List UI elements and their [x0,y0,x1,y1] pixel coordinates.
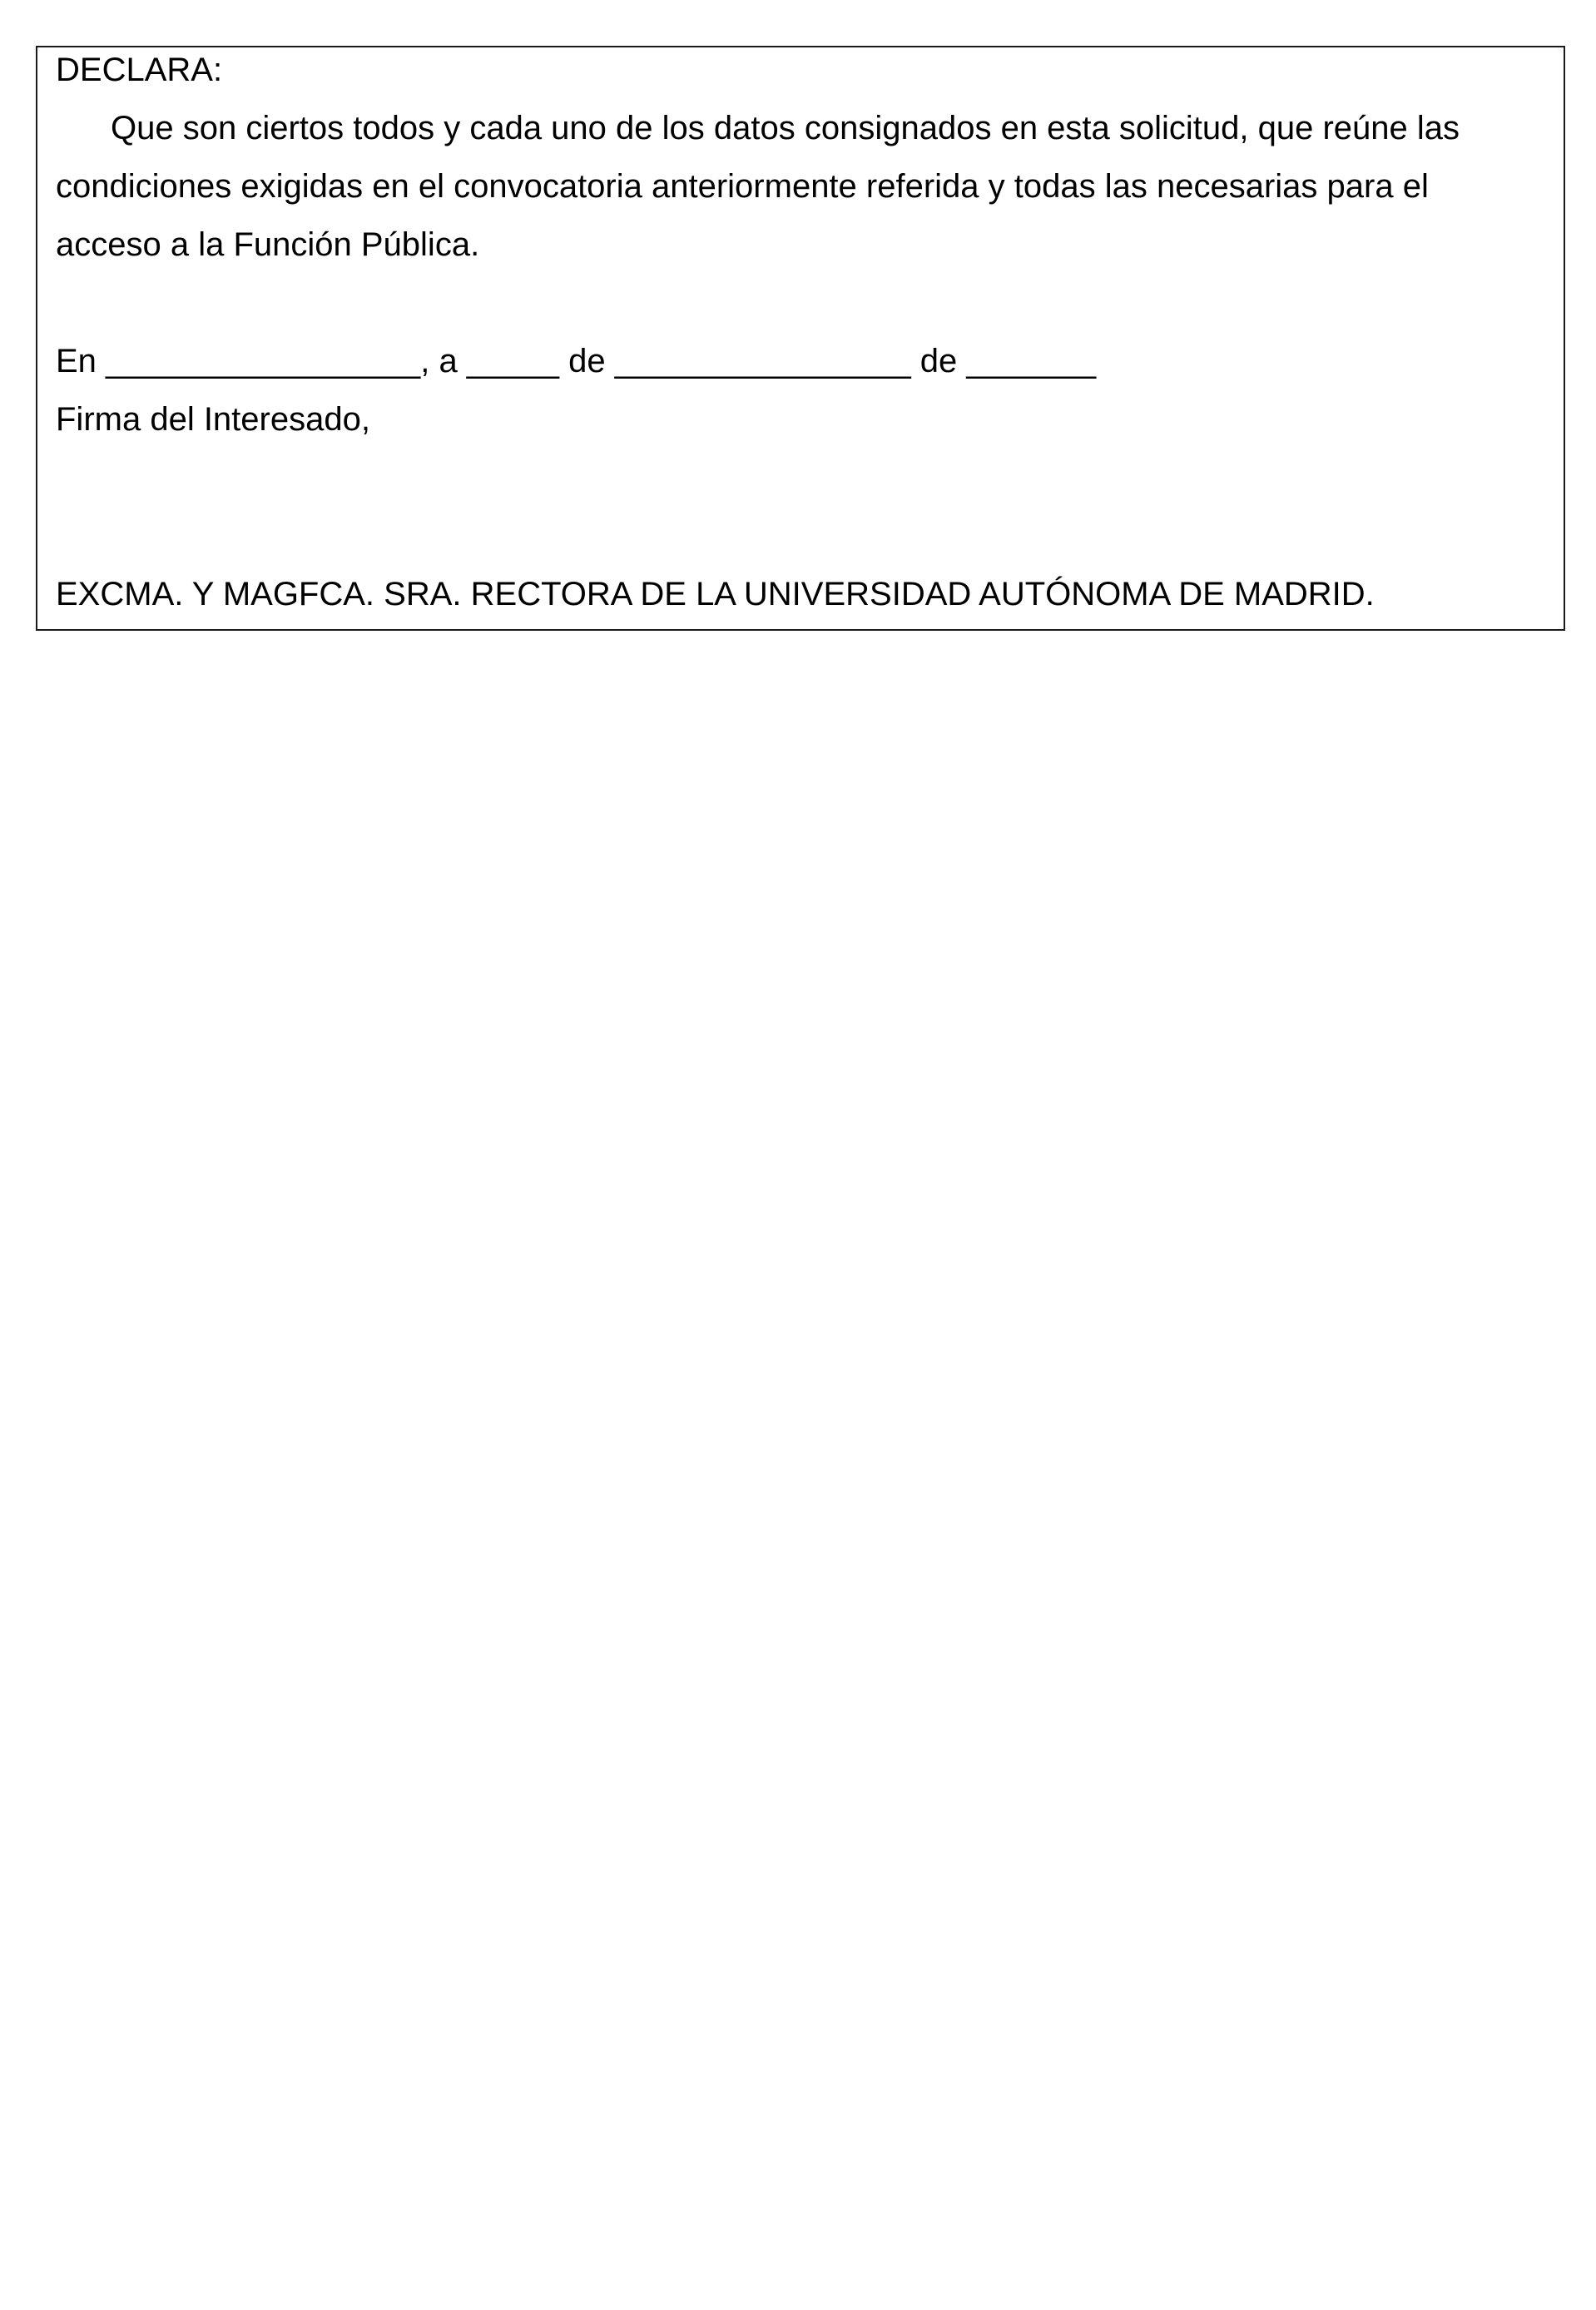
declaration-text-line-3: acceso a la Función Pública. [56,226,480,263]
declaration-text-line-1: Que son ciertos todos y cada uno de los datos consignados en esta solicitud, que reúne las [111,110,1460,146]
declaration-heading: DECLARA: [56,52,223,88]
addressee-line: EXCMA. Y MAGFCA. SRA. RECTORA DE LA UNIVERSIDAD AUTÓNOMA DE MADRID. [56,576,1375,612]
declaration-box [36,46,1565,631]
signature-label: Firma del Interesado, [56,401,370,438]
declaration-text-line-2: condiciones exigidas en el convocatoria anteriormente referida y todas las necesarias para el [56,168,1429,205]
place-date-field-line[interactable]: En _________________, a _____ de ________________ de _______ [56,343,1097,379]
